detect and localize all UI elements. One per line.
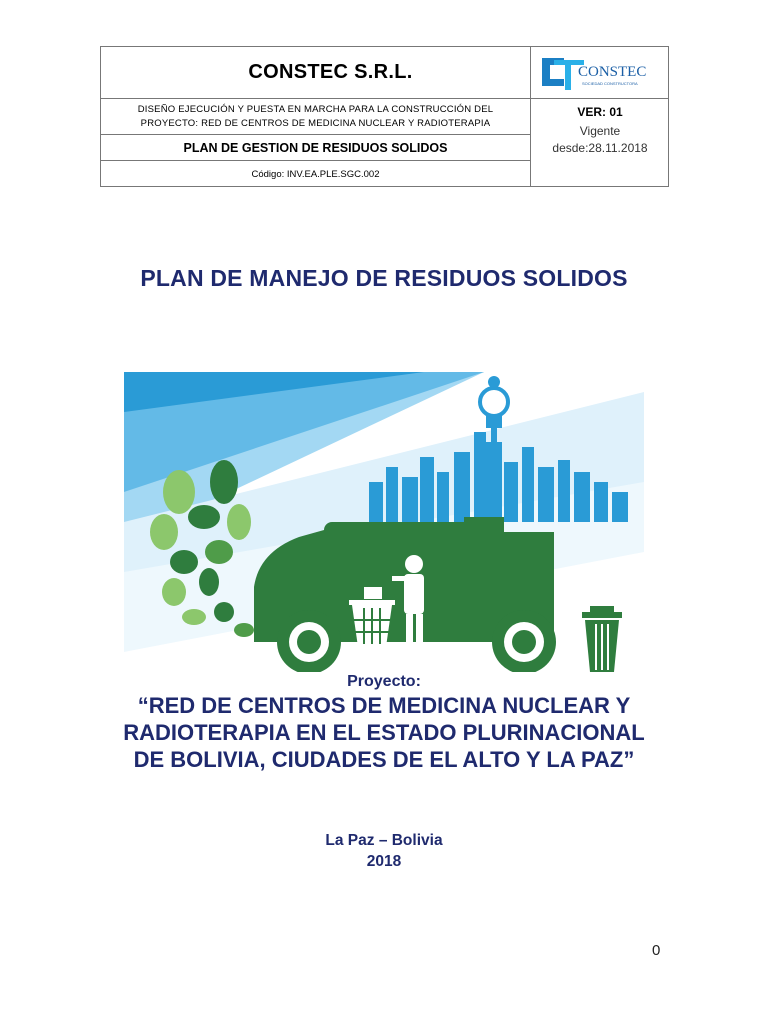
plan-name: PLAN DE GESTION DE RESIDUOS SOLIDOS [183, 140, 448, 155]
logo-cell [531, 47, 669, 99]
main-title: PLAN DE MANEJO DE RESIDUOS SOLIDOS [140, 265, 628, 291]
logo-text: CONSTEC [578, 63, 647, 80]
code-cell [101, 161, 531, 187]
document-header-table [100, 46, 669, 187]
page-number: 0 [652, 942, 661, 959]
project-description-line1: DISEÑO EJECUCIÓN Y PUESTA EN MARCHA PARA LA CONSTRUCCIÓN DEL [137, 103, 494, 115]
company-cell [101, 47, 531, 99]
validity-line1: Vigente [579, 124, 621, 138]
recycling-truck-illustration [124, 372, 644, 672]
project-label: Proyecto: [347, 673, 421, 690]
logo-subtext: SOCIEDAD CONSTRUCTORA [582, 80, 638, 86]
cover-illustration [124, 372, 644, 672]
version-label: VER: 01 [577, 105, 623, 119]
validity-line2: desde:28.11.2018 [552, 141, 648, 155]
document-code: Código: INV.EA.PLE.SGC.002 [251, 168, 380, 180]
project-title [60, 692, 708, 773]
project-title-line3: DE BOLIVIA, CIUDADES DE EL ALTO Y LA PAZ” [133, 747, 635, 772]
plan-name-cell [101, 135, 531, 161]
project-title-line1: “RED DE CENTROS DE MEDICINA NUCLEAR Y [137, 693, 631, 718]
version-cell [531, 99, 669, 187]
constec-logo-icon [536, 52, 664, 94]
year: 2018 [366, 853, 402, 870]
project-description-line2: PROYECTO: RED DE CENTROS DE MEDICINA NUCLEAR Y RADIOTERAPIA [140, 117, 491, 129]
project-title-line2: RADIOTERAPIA EN EL ESTADO PLURINACIONAL [123, 720, 645, 745]
company-name: CONSTEC S.R.L. [248, 61, 413, 83]
project-description-cell [101, 99, 531, 135]
place: La Paz – Bolivia [325, 832, 443, 849]
